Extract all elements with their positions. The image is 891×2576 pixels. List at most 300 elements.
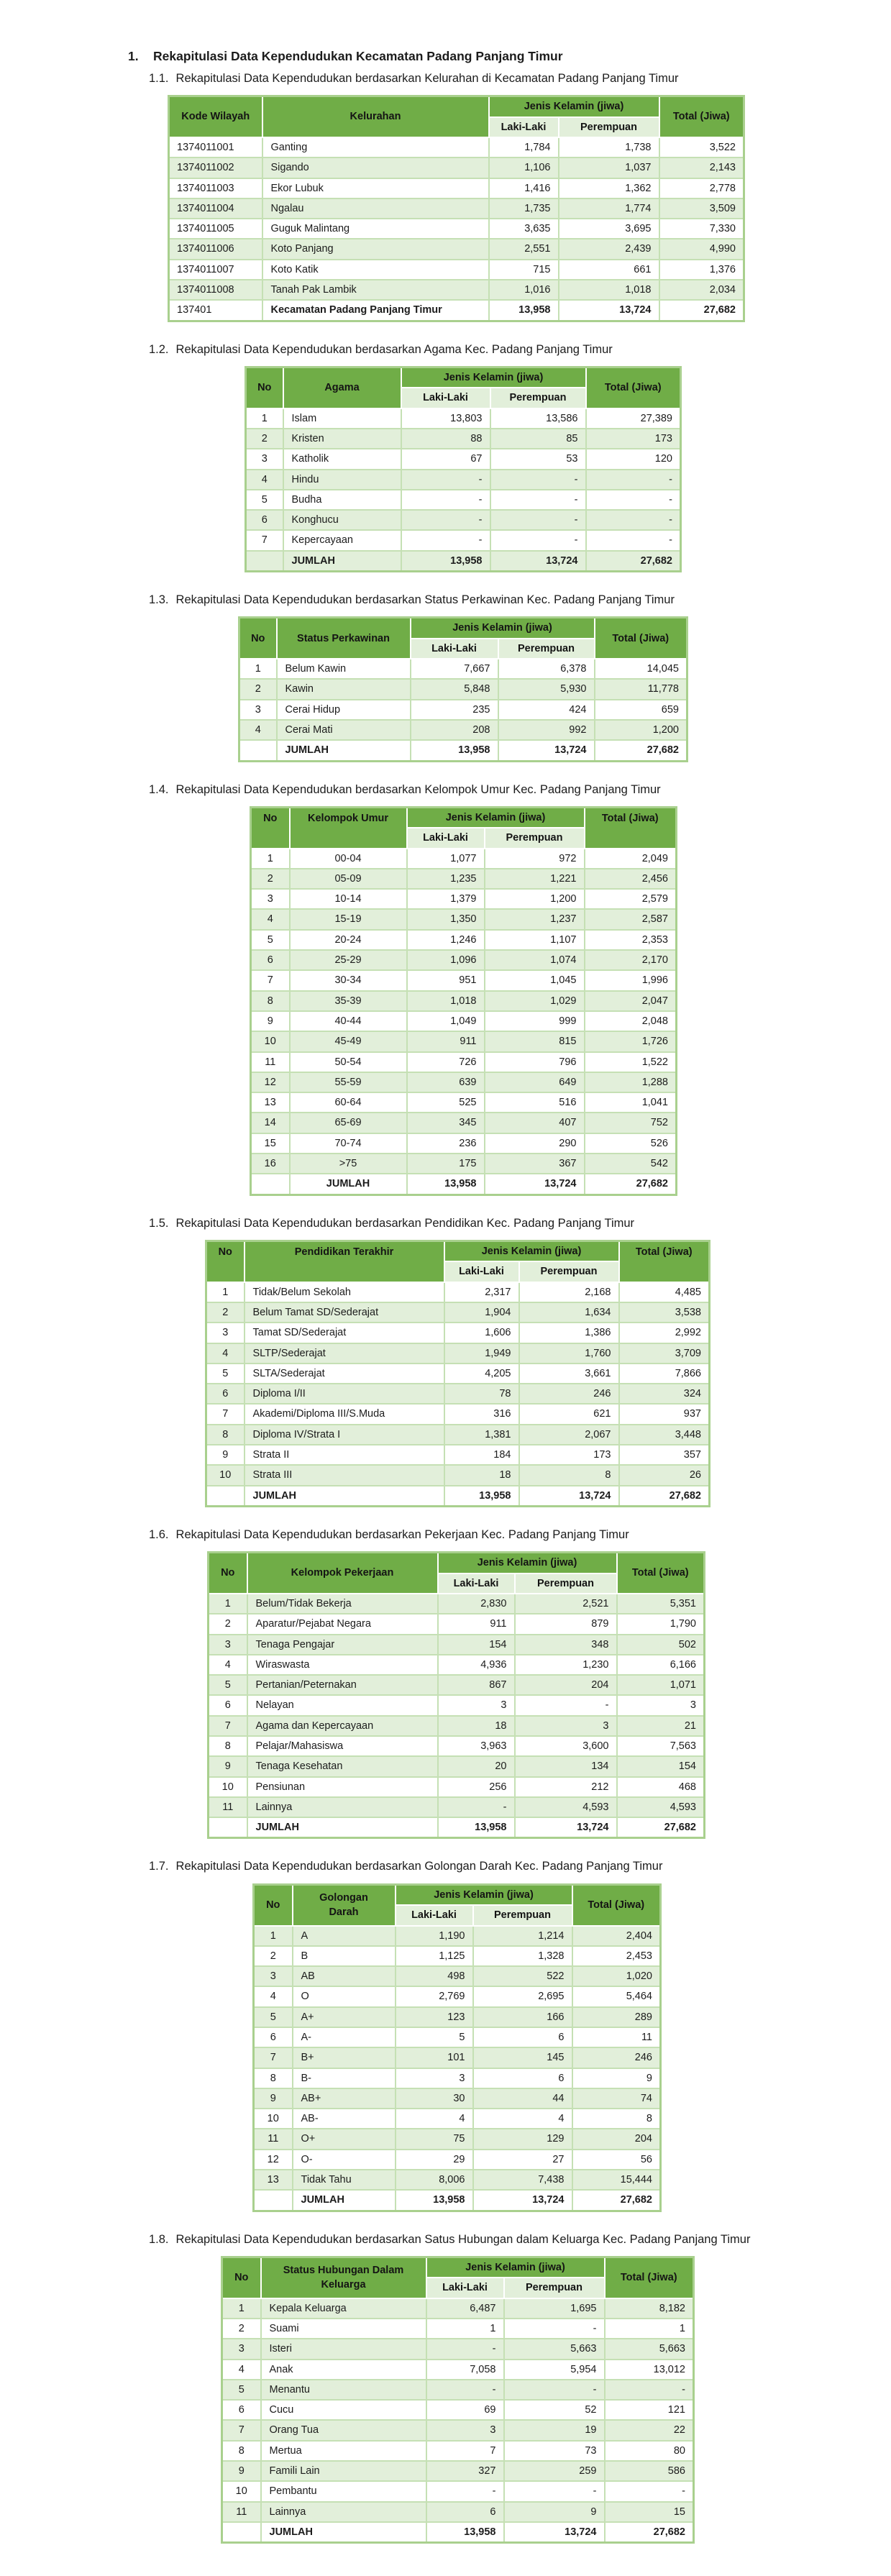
cell-female: 1,018 bbox=[559, 280, 659, 300]
table-row bbox=[169, 219, 744, 239]
col-header-kelompok-pekerjaan: Kelompok Pekerjaan bbox=[247, 1553, 438, 1594]
cell-code: 1374011001 bbox=[169, 137, 262, 157]
cell-code: 3 bbox=[251, 889, 290, 909]
cell-category: Strata II bbox=[245, 1445, 444, 1465]
cell-category: 35-39 bbox=[290, 991, 407, 1011]
table-row bbox=[251, 1072, 677, 1092]
section-heading bbox=[149, 782, 891, 798]
cell-code: 8 bbox=[206, 1425, 245, 1445]
cell-category: Konghucu bbox=[283, 510, 401, 530]
cell-female: 2,439 bbox=[559, 239, 659, 259]
cell-female: 134 bbox=[515, 1756, 617, 1776]
table-status-hubungan-keluarga bbox=[221, 2256, 695, 2544]
cell-female: 13,586 bbox=[490, 408, 586, 429]
cell-category: Ngalau bbox=[262, 198, 489, 219]
table-row bbox=[222, 2400, 694, 2420]
table-row bbox=[246, 510, 681, 530]
table-row bbox=[206, 1343, 710, 1364]
col-header-laki-laki: Laki-Laki bbox=[396, 1905, 473, 1925]
cell-total: 26 bbox=[619, 1465, 710, 1485]
cell-male: 235 bbox=[411, 700, 498, 720]
cell-code: 6 bbox=[222, 2400, 261, 2420]
cell-female: 1,237 bbox=[485, 909, 585, 929]
cell-code: 12 bbox=[251, 1072, 290, 1092]
cell-total: 22 bbox=[605, 2420, 694, 2440]
cell-category: Strata III bbox=[245, 1465, 444, 1485]
table-row bbox=[254, 1986, 661, 2006]
cell-male: 327 bbox=[426, 2461, 504, 2481]
cell-category: A- bbox=[293, 2027, 396, 2047]
cell-total: 324 bbox=[619, 1384, 710, 1404]
cell-total: 289 bbox=[572, 2007, 661, 2027]
cell-category: B bbox=[293, 1946, 396, 1966]
cell-code: 5 bbox=[254, 2007, 293, 2027]
cell-category: A bbox=[293, 1926, 396, 1946]
table-pekerjaan bbox=[207, 1551, 705, 1839]
table-total-row bbox=[209, 1817, 705, 1838]
document-heading-title: Rekapitulasi Data Kependudukan Kecamatan Padang Panjang Timur bbox=[153, 49, 563, 63]
cell-code: 16 bbox=[251, 1154, 290, 1174]
table-total-row bbox=[246, 551, 681, 572]
cell-category: Mertua bbox=[261, 2441, 426, 2461]
table-golongan-darah bbox=[252, 1883, 662, 2212]
section-heading bbox=[149, 1527, 891, 1543]
col-header-total: Total (Jiwa) bbox=[595, 618, 687, 659]
cell-female: 1,774 bbox=[559, 198, 659, 219]
cell-category: Pertanian/Peternakan bbox=[247, 1675, 438, 1695]
table-body bbox=[239, 659, 687, 761]
cell-code: 9 bbox=[222, 2461, 261, 2481]
table-row bbox=[246, 490, 681, 510]
cell-category: Menantu bbox=[261, 2380, 426, 2400]
document-heading bbox=[128, 49, 891, 65]
cell-total: 13,012 bbox=[605, 2360, 694, 2380]
cell-category: Diploma I/II bbox=[245, 1384, 444, 1404]
cell-male: 5 bbox=[396, 2027, 473, 2047]
cell-male: 715 bbox=[489, 260, 559, 280]
col-header-perempuan: Perempuan bbox=[519, 1261, 619, 1282]
col-header-total: Total (Jiwa) bbox=[586, 367, 681, 408]
cell-total: 2,404 bbox=[572, 1926, 661, 1946]
table-row bbox=[246, 449, 681, 469]
cell-category: SLTA/Sederajat bbox=[245, 1364, 444, 1384]
cell-category: Isteri bbox=[261, 2339, 426, 2359]
cell-male: 1,735 bbox=[489, 198, 559, 219]
cell-code: 2 bbox=[206, 1302, 245, 1323]
table-row bbox=[254, 2170, 661, 2190]
col-header-no: No bbox=[222, 2257, 261, 2298]
cell-code: 4 bbox=[254, 1986, 293, 2006]
table-row bbox=[169, 239, 744, 259]
cell-category: 25-29 bbox=[290, 950, 407, 970]
table-row bbox=[254, 2027, 661, 2047]
cell-total: 27,682 bbox=[659, 300, 744, 321]
cell-male: 1,246 bbox=[407, 930, 485, 950]
col-header-total: Total (Jiwa) bbox=[572, 1884, 661, 1925]
cell-male: 951 bbox=[407, 970, 485, 990]
cell-code: 3 bbox=[246, 449, 283, 469]
cell-male: 1,049 bbox=[407, 1011, 485, 1031]
table-body bbox=[209, 1594, 705, 1838]
section-number: 1.5. bbox=[149, 1216, 169, 1230]
cell-male: - bbox=[401, 510, 490, 530]
cell-category: AB+ bbox=[293, 2088, 396, 2109]
cell-female: 407 bbox=[485, 1113, 585, 1133]
col-header-no: No bbox=[251, 807, 290, 848]
col-header-status-perkawinan: Status Perkawinan bbox=[277, 618, 411, 659]
cell-female: 13,724 bbox=[515, 1817, 617, 1838]
section-title: Rekapitulasi Data Kependudukan berdasarkan Agama Kec. Padang Panjang Timur bbox=[175, 342, 613, 356]
cell-total: 14,045 bbox=[595, 659, 687, 679]
cell-total: 3,538 bbox=[619, 1302, 710, 1323]
cell-code: 2 bbox=[222, 2319, 261, 2339]
cell-female: 2,695 bbox=[473, 1986, 572, 2006]
cell-total: 3,709 bbox=[619, 1343, 710, 1364]
table-row bbox=[251, 970, 677, 990]
cell-female: 7,438 bbox=[473, 2170, 572, 2190]
cell-total: 8,182 bbox=[605, 2298, 694, 2319]
cell-female: 9 bbox=[504, 2502, 605, 2522]
table-row bbox=[254, 1946, 661, 1966]
cell-category: 40-44 bbox=[290, 1011, 407, 1031]
cell-female: 53 bbox=[490, 449, 586, 469]
cell-total: 937 bbox=[619, 1404, 710, 1424]
cell-female: 6,378 bbox=[498, 659, 595, 679]
cell-total: 2,170 bbox=[585, 950, 677, 970]
section-title: Rekapitulasi Data Kependudukan berdasarkan Pekerjaan Kec. Padang Panjang Timur bbox=[175, 1527, 629, 1541]
cell-code: 5 bbox=[206, 1364, 245, 1384]
table-row bbox=[251, 869, 677, 889]
cell-total: 27,682 bbox=[617, 1817, 705, 1838]
cell-code: 7 bbox=[206, 1404, 245, 1424]
table-row bbox=[169, 178, 744, 198]
cell-total: 27,682 bbox=[586, 551, 681, 572]
cell-male: 13,958 bbox=[489, 300, 559, 321]
table-row bbox=[251, 930, 677, 950]
cell-male: - bbox=[438, 1797, 515, 1817]
table-row bbox=[251, 1011, 677, 1031]
cell-code: 10 bbox=[254, 2109, 293, 2129]
table-row bbox=[209, 1675, 705, 1695]
cell-total: 27,682 bbox=[585, 1174, 677, 1195]
section-status-hubungan-keluarga bbox=[0, 2232, 891, 2544]
table-row bbox=[254, 2007, 661, 2027]
cell-total: 11 bbox=[572, 2027, 661, 2047]
cell-male: 1,784 bbox=[489, 137, 559, 157]
cell-category: A+ bbox=[293, 2007, 396, 2027]
cell-code: 3 bbox=[222, 2339, 261, 2359]
cell-total: 1,376 bbox=[659, 260, 744, 280]
col-header-total: Total (Jiwa) bbox=[659, 96, 744, 137]
cell-male: 498 bbox=[396, 1966, 473, 1986]
cell-code: 10 bbox=[206, 1465, 245, 1485]
section-title: Rekapitulasi Data Kependudukan berdasarkan Satus Hubungan dalam Keluarga Kec. Padang Panjang Timur bbox=[175, 2232, 751, 2246]
cell-category: Tenaga Kesehatan bbox=[247, 1756, 438, 1776]
cell-total: 11,778 bbox=[595, 679, 687, 699]
col-header-pendidikan-terakhir: Pendidikan Terakhir bbox=[245, 1241, 444, 1282]
cell-total: 2,453 bbox=[572, 1946, 661, 1966]
cell-code: 13 bbox=[251, 1092, 290, 1113]
col-header-perempuan: Perempuan bbox=[490, 388, 586, 408]
cell-total: 1,020 bbox=[572, 1966, 661, 1986]
cell-code: 3 bbox=[254, 1966, 293, 1986]
section-heading bbox=[149, 1859, 891, 1874]
table-row bbox=[206, 1425, 710, 1445]
cell-code: 2 bbox=[209, 1614, 247, 1634]
col-header-perempuan: Perempuan bbox=[485, 828, 585, 848]
cell-total: 56 bbox=[572, 2150, 661, 2170]
cell-code: 14 bbox=[251, 1113, 290, 1133]
cell-code: 13 bbox=[254, 2170, 293, 2190]
cell-female: 1,037 bbox=[559, 157, 659, 178]
cell-female: 1,362 bbox=[559, 178, 659, 198]
cell-total: - bbox=[605, 2380, 694, 2400]
table-row bbox=[209, 1756, 705, 1776]
cell-female: 290 bbox=[485, 1133, 585, 1154]
cell-male: 2,769 bbox=[396, 1986, 473, 2006]
col-header-no: No bbox=[254, 1884, 293, 1925]
cell-total: 15,444 bbox=[572, 2170, 661, 2190]
cell-category: Budha bbox=[283, 490, 401, 510]
cell-total: 2,778 bbox=[659, 178, 744, 198]
cell-male: - bbox=[401, 490, 490, 510]
cell-female: 522 bbox=[473, 1966, 572, 1986]
section-number: 1.7. bbox=[149, 1860, 169, 1873]
cell-category: 65-69 bbox=[290, 1113, 407, 1133]
cell-total: 3,448 bbox=[619, 1425, 710, 1445]
cell-male: 4,936 bbox=[438, 1655, 515, 1675]
col-header-laki-laki: Laki-Laki bbox=[438, 1574, 515, 1594]
col-header-perempuan: Perempuan bbox=[559, 117, 659, 137]
col-header-golongan-darah: Golongan Darah bbox=[293, 1884, 396, 1925]
cell-female: 173 bbox=[519, 1445, 619, 1465]
cell-category: 60-64 bbox=[290, 1092, 407, 1113]
cell-total: 246 bbox=[572, 2047, 661, 2068]
table-row bbox=[251, 1133, 677, 1154]
table-row bbox=[222, 2481, 694, 2501]
cell-total: 120 bbox=[586, 449, 681, 469]
cell-code: 2 bbox=[251, 869, 290, 889]
cell-female: 1,029 bbox=[485, 991, 585, 1011]
cell-male: 911 bbox=[438, 1614, 515, 1634]
cell-male: 1,190 bbox=[396, 1926, 473, 1946]
cell-category: Lainnya bbox=[261, 2502, 426, 2522]
cell-total: 7,866 bbox=[619, 1364, 710, 1384]
section-number: 1.2. bbox=[149, 342, 169, 356]
cell-code: 1374011004 bbox=[169, 198, 262, 219]
cell-total: 21 bbox=[617, 1716, 705, 1736]
cell-category: 05-09 bbox=[290, 869, 407, 889]
table-row bbox=[222, 2461, 694, 2481]
cell-total: 5,663 bbox=[605, 2339, 694, 2359]
cell-code: 11 bbox=[222, 2502, 261, 2522]
cell-female: 424 bbox=[498, 700, 595, 720]
table-row bbox=[169, 198, 744, 219]
table-row bbox=[251, 1031, 677, 1051]
cell-female: 1,738 bbox=[559, 137, 659, 157]
cell-code: 4 bbox=[206, 1343, 245, 1364]
table-row bbox=[206, 1404, 710, 1424]
cell-code: 6 bbox=[206, 1384, 245, 1404]
cell-female: 44 bbox=[473, 2088, 572, 2109]
table-row bbox=[254, 1926, 661, 1946]
cell-total: - bbox=[586, 530, 681, 550]
cell-category: 45-49 bbox=[290, 1031, 407, 1051]
cell-total: 502 bbox=[617, 1635, 705, 1655]
cell-category: Pensiunan bbox=[247, 1777, 438, 1797]
cell-total: 27,682 bbox=[605, 2522, 694, 2543]
cell-female: 8 bbox=[519, 1465, 619, 1485]
cell-male: 236 bbox=[407, 1133, 485, 1154]
cell-code: 6 bbox=[254, 2027, 293, 2047]
col-header-perempuan: Perempuan bbox=[515, 1574, 617, 1594]
cell-code: 1 bbox=[254, 1926, 293, 1946]
cell-category: 55-59 bbox=[290, 1072, 407, 1092]
cell-total: 2,992 bbox=[619, 1323, 710, 1343]
cell-female: 2,168 bbox=[519, 1282, 619, 1302]
cell-female: 6 bbox=[473, 2068, 572, 2088]
cell-code: 10 bbox=[209, 1777, 247, 1797]
cell-total: 542 bbox=[585, 1154, 677, 1174]
cell-category: Tidak Tahu bbox=[293, 2170, 396, 2190]
section-title: Rekapitulasi Data Kependudukan berdasarkan Status Perkawinan Kec. Padang Panjang Timur bbox=[175, 593, 675, 606]
section-title: Rekapitulasi Data Kependudukan berdasarkan Pendidikan Kec. Padang Panjang Timur bbox=[175, 1216, 635, 1230]
cell-code bbox=[239, 740, 277, 761]
cell-code: 7 bbox=[222, 2420, 261, 2440]
cell-female: 27 bbox=[473, 2150, 572, 2170]
col-header-total: Total (Jiwa) bbox=[619, 1241, 710, 1282]
cell-category: O+ bbox=[293, 2129, 396, 2149]
cell-male: 13,958 bbox=[401, 551, 490, 572]
col-header-perempuan: Perempuan bbox=[498, 639, 595, 659]
cell-total: 586 bbox=[605, 2461, 694, 2481]
section-pendidikan bbox=[0, 1216, 891, 1507]
cell-female: 4 bbox=[473, 2109, 572, 2129]
cell-category: 00-04 bbox=[290, 849, 407, 869]
cell-category: Aparatur/Pejabat Negara bbox=[247, 1614, 438, 1634]
cell-total: 2,047 bbox=[585, 991, 677, 1011]
cell-category: Tanah Pak Lambik bbox=[262, 280, 489, 300]
cell-male: 88 bbox=[401, 429, 490, 449]
cell-female: 13,724 bbox=[485, 1174, 585, 1195]
cell-female: 516 bbox=[485, 1092, 585, 1113]
cell-male: 18 bbox=[444, 1465, 519, 1485]
cell-code: 2 bbox=[239, 679, 277, 699]
cell-female: 815 bbox=[485, 1031, 585, 1051]
cell-code: 1 bbox=[246, 408, 283, 429]
cell-code: 1374011007 bbox=[169, 260, 262, 280]
cell-code: 3 bbox=[206, 1323, 245, 1343]
table-row bbox=[246, 408, 681, 429]
cell-total: 2,456 bbox=[585, 869, 677, 889]
section-title: Rekapitulasi Data Kependudukan berdasarkan Kelurahan di Kecamatan Padang Panjang Timur bbox=[175, 71, 679, 85]
table-total-row bbox=[251, 1174, 677, 1195]
cell-code bbox=[251, 1174, 290, 1195]
col-header-total: Total (Jiwa) bbox=[605, 2257, 694, 2298]
cell-category: Diploma IV/Strata I bbox=[245, 1425, 444, 1445]
section-heading bbox=[149, 71, 891, 86]
cell-category: B+ bbox=[293, 2047, 396, 2068]
table-kelurahan bbox=[168, 95, 745, 321]
cell-total: - bbox=[586, 510, 681, 530]
table-row bbox=[206, 1282, 710, 1302]
cell-female: - bbox=[515, 1695, 617, 1715]
col-header-jenis-kelamin: Jenis Kelamin (jiwa) bbox=[396, 1884, 572, 1905]
cell-category: Guguk Malintang bbox=[262, 219, 489, 239]
table-body bbox=[251, 849, 677, 1195]
cell-category: Tamat SD/Sederajat bbox=[245, 1323, 444, 1343]
table-row bbox=[169, 260, 744, 280]
section-heading bbox=[149, 593, 891, 608]
table-body bbox=[206, 1282, 710, 1507]
cell-total: 3,509 bbox=[659, 198, 744, 219]
cell-male: - bbox=[401, 530, 490, 550]
cell-category: Belum/Tidak Bekerja bbox=[247, 1594, 438, 1614]
table-row bbox=[222, 2502, 694, 2522]
section-number: 1.8. bbox=[149, 2232, 169, 2246]
cell-male: - bbox=[426, 2380, 504, 2400]
cell-male: 8,006 bbox=[396, 2170, 473, 2190]
col-header-no: No bbox=[239, 618, 277, 659]
cell-code: 8 bbox=[251, 991, 290, 1011]
cell-male: 78 bbox=[444, 1384, 519, 1404]
cell-male: 184 bbox=[444, 1445, 519, 1465]
cell-category: Cerai Mati bbox=[277, 720, 411, 740]
cell-male: 1,106 bbox=[489, 157, 559, 178]
cell-total: 1,071 bbox=[617, 1675, 705, 1695]
col-header-kelompok-umur: Kelompok Umur bbox=[290, 807, 407, 848]
cell-code: 9 bbox=[206, 1445, 245, 1465]
cell-category: JUMLAH bbox=[283, 551, 401, 572]
cell-male: 20 bbox=[438, 1756, 515, 1776]
cell-male: 6,487 bbox=[426, 2298, 504, 2319]
table-pendidikan bbox=[205, 1240, 710, 1507]
cell-category: B- bbox=[293, 2068, 396, 2088]
table-row bbox=[239, 720, 687, 740]
col-header-jenis-kelamin: Jenis Kelamin (jiwa) bbox=[411, 618, 595, 639]
section-number: 1.3. bbox=[149, 593, 169, 606]
col-header-kode-wilayah: Kode Wilayah bbox=[169, 96, 262, 137]
cell-code: 11 bbox=[251, 1052, 290, 1072]
cell-category: 10-14 bbox=[290, 889, 407, 909]
cell-female: 348 bbox=[515, 1635, 617, 1655]
cell-total: 27,389 bbox=[586, 408, 681, 429]
cell-female: - bbox=[504, 2319, 605, 2339]
cell-male: 7,667 bbox=[411, 659, 498, 679]
table-row bbox=[222, 2339, 694, 2359]
cell-male: 6 bbox=[426, 2502, 504, 2522]
cell-total: 5,351 bbox=[617, 1594, 705, 1614]
cell-total: 2,034 bbox=[659, 280, 744, 300]
cell-category: Hindu bbox=[283, 470, 401, 490]
cell-code: 2 bbox=[254, 1946, 293, 1966]
table-row bbox=[251, 849, 677, 869]
section-title: Rekapitulasi Data Kependudukan berdasarkan Kelompok Umur Kec. Padang Panjang Timur bbox=[175, 782, 661, 796]
cell-male: 175 bbox=[407, 1154, 485, 1174]
cell-code bbox=[206, 1486, 245, 1507]
cell-category: Cerai Hidup bbox=[277, 700, 411, 720]
cell-total: 27,682 bbox=[619, 1486, 710, 1507]
cell-total: 80 bbox=[605, 2441, 694, 2461]
cell-male: 1,350 bbox=[407, 909, 485, 929]
cell-code: 5 bbox=[209, 1675, 247, 1695]
table-row bbox=[222, 2380, 694, 2400]
cell-total: 2,048 bbox=[585, 1011, 677, 1031]
cell-code bbox=[222, 2522, 261, 2543]
section-golongan-darah bbox=[0, 1859, 891, 2211]
cell-female: 1,045 bbox=[485, 970, 585, 990]
cell-code: 8 bbox=[254, 2068, 293, 2088]
